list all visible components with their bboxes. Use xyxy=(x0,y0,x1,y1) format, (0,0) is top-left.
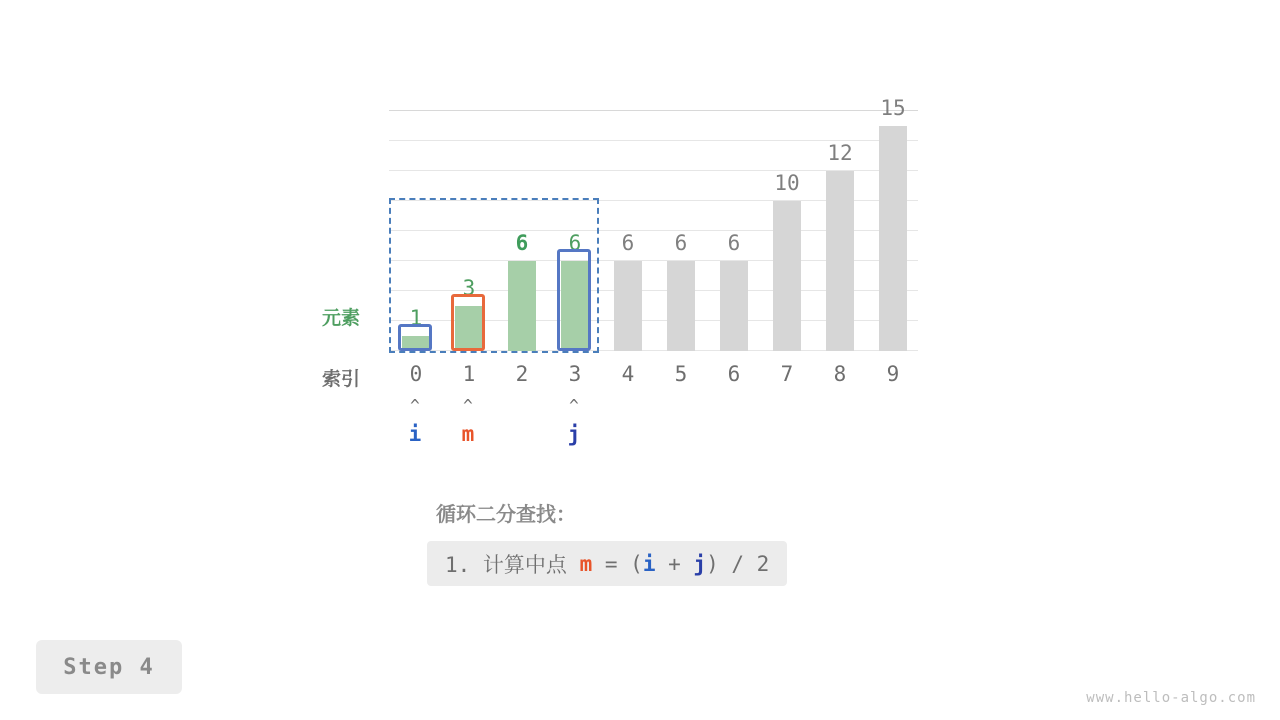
caret-icon-i: ^ xyxy=(410,396,420,415)
axis-label-index: 索引 xyxy=(322,368,361,390)
code-prefix: 1. 计算中点 xyxy=(445,552,580,577)
code-token-j: j xyxy=(693,551,707,576)
code-plus: + xyxy=(655,551,694,576)
bar xyxy=(614,261,642,351)
bar xyxy=(826,171,854,351)
pointer-box-m xyxy=(451,294,485,351)
bar xyxy=(773,201,801,351)
bar-value-label: 6 xyxy=(515,231,529,255)
bar-value-label: 12 xyxy=(827,141,853,165)
index-label: 1 xyxy=(462,362,476,386)
step-badge: Step 4 xyxy=(36,640,182,694)
code-step-line xyxy=(427,541,787,586)
index-label: 2 xyxy=(515,362,529,386)
pointer-label-i: i xyxy=(408,422,422,446)
code-token-m: m xyxy=(579,551,593,576)
caret-icon-j: ^ xyxy=(569,396,579,415)
index-axis xyxy=(389,362,918,390)
index-label: 0 xyxy=(409,362,423,386)
code-eq: = ( xyxy=(592,551,643,576)
bar-value-label: 6 xyxy=(621,231,635,255)
code-token-i: i xyxy=(642,551,656,576)
bar-value-label: 6 xyxy=(568,231,582,255)
bar-value-label: 10 xyxy=(774,171,800,195)
bar-value-label: 1 xyxy=(409,306,423,330)
code-suffix: ) / 2 xyxy=(706,551,770,576)
index-label: 5 xyxy=(674,362,688,386)
bar-value-label: 6 xyxy=(674,231,688,255)
bar xyxy=(667,261,695,351)
caret-icon-m: ^ xyxy=(463,396,473,415)
index-label: 8 xyxy=(833,362,847,386)
caption-text: 循环二分查找： xyxy=(436,502,576,526)
pointer-box-j xyxy=(557,249,591,351)
bar xyxy=(720,261,748,351)
index-label: 9 xyxy=(886,362,900,386)
bar xyxy=(879,126,907,351)
pointer-label-j: j xyxy=(567,422,581,446)
axis-label-elements: 元素 xyxy=(322,307,361,329)
index-label: 6 xyxy=(727,362,741,386)
index-label: 3 xyxy=(568,362,582,386)
bar-value-label: 6 xyxy=(727,231,741,255)
index-label: 7 xyxy=(780,362,794,386)
pointer-label-m: m xyxy=(461,422,475,446)
pointer-box-i xyxy=(398,324,432,351)
index-label: 4 xyxy=(621,362,635,386)
bar-value-label: 3 xyxy=(462,276,476,300)
watermark-text: www.hello-algo.com xyxy=(1086,690,1256,706)
gridline xyxy=(389,110,918,111)
bar-value-label: 15 xyxy=(880,96,906,120)
